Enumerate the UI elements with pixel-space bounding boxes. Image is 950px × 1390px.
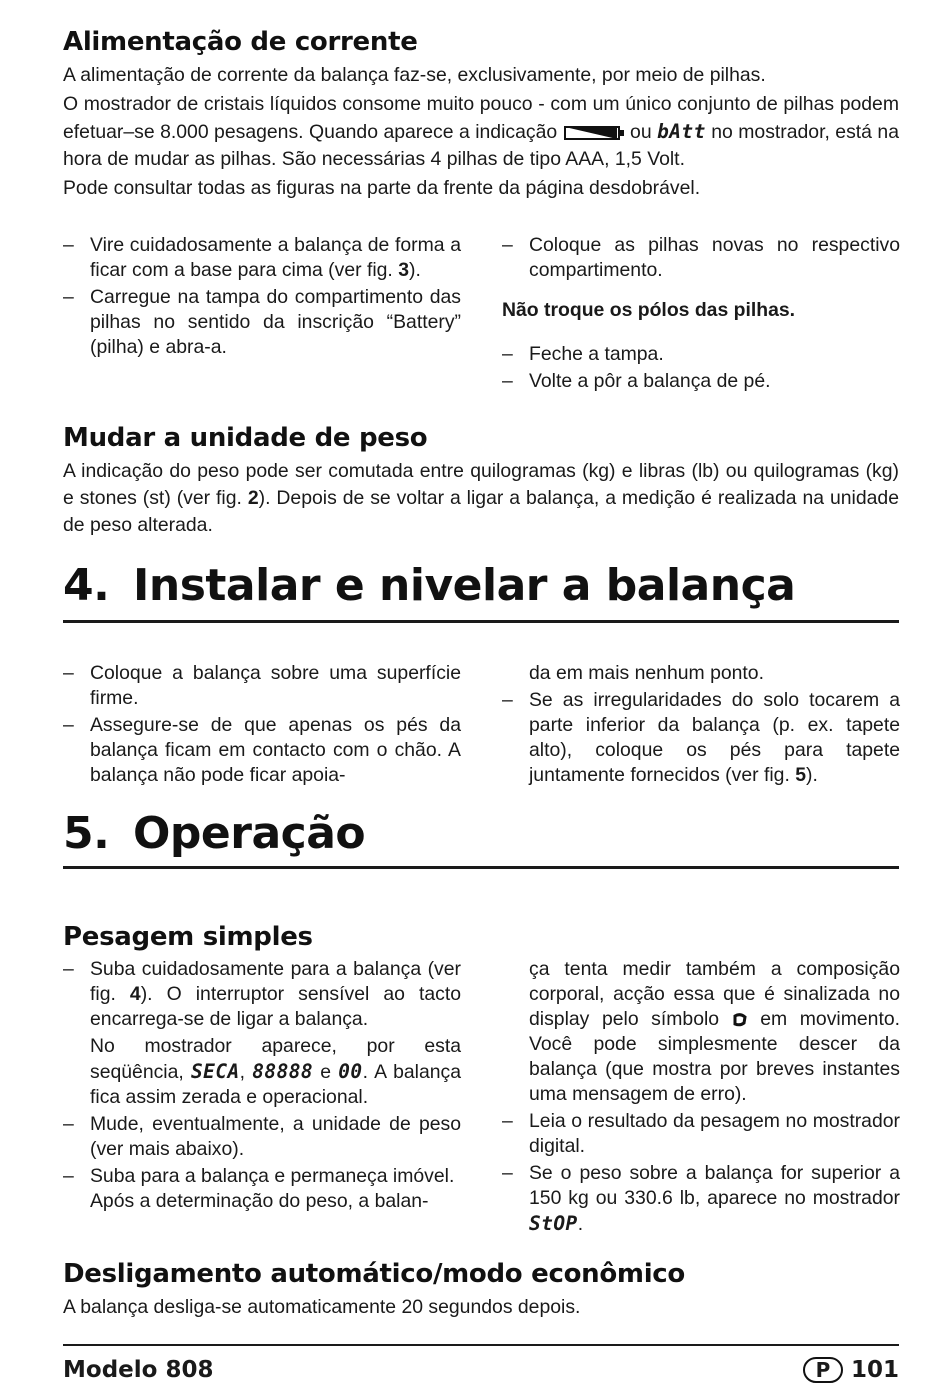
display-code: StOP — [529, 1212, 578, 1235]
figure-ref: 3 — [398, 259, 410, 281]
heading-power-supply: Alimentação de corrente — [63, 27, 418, 57]
text: Vire cuidadosamente a balança de forma a ficar com a base para cima (ver fig. — [90, 234, 461, 281]
power-supply-right-column — [502, 233, 900, 394]
text: , — [239, 1061, 246, 1083]
chapter-heading-4 — [63, 558, 899, 614]
power-supply-text — [63, 62, 899, 202]
paragraph: Pode consultar todas as figuras na parte da frente da página desdobrável. — [63, 177, 701, 199]
list-item — [502, 1161, 900, 1237]
warning-note: Não troque os pólos das pilhas. — [502, 299, 796, 321]
list-item: – Feche a tampa. — [502, 342, 900, 367]
list-item: – Coloque as pilhas novas no respectivo compartimento. — [502, 233, 900, 283]
power-supply-left-column — [63, 233, 461, 360]
list-item-continuation: Após a determinação do peso, a balan- — [90, 1190, 429, 1212]
heading-weight-unit: Mudar a unidade de peso — [63, 423, 428, 453]
text: no mostrador, está na hora de mudar as pilhas. São necessárias 4 pilhas de tipo AAA, 1,5 Volt. — [63, 121, 899, 170]
list-item: – Carregue na tampa do compartimento das pilhas no sentido da inscrição “Battery” (pilha) e abra-a. — [63, 285, 461, 360]
paragraph: A balança desliga-se automaticamente 20 segundos depois. — [63, 1296, 581, 1318]
auto-off-text — [63, 1294, 899, 1321]
list-item — [63, 233, 461, 283]
text: Se as irregularidades do solo tocarem a parte inferior da balança (p. ex. tapete alto), coloque os pés para tapete juntamente fornecidos (ver fig. — [529, 689, 900, 786]
heading-simple-weighing: Pesagem simples — [63, 922, 313, 952]
language-badge: P — [803, 1357, 843, 1383]
text: Suba cuidadosamente para a balança (ver fig. — [90, 958, 461, 1005]
list-item-continuation: da em mais nenhum ponto. — [529, 662, 764, 684]
body-composition-symbol-icon — [732, 1013, 748, 1027]
text: ). Depois de se voltar a ligar a balança, a medição é realizada na unidade de peso alterada. — [63, 487, 899, 536]
text: ou — [630, 121, 652, 143]
footer-model: Modelo 808 — [63, 1357, 214, 1383]
list-item: – Volte a pôr a balança de pé. — [502, 369, 900, 394]
text: ). — [409, 259, 421, 281]
chapter-number: 4. — [63, 560, 110, 611]
heading-auto-off: Desligamento automático/modo econômico — [63, 1259, 685, 1289]
list-item: – Coloque a balança sobre uma superfície firme. — [63, 661, 461, 711]
chapter-heading-5 — [63, 806, 899, 862]
weighing-right-column — [502, 957, 900, 1237]
weighing-left-column — [63, 957, 461, 1214]
list-item: – Suba para a balança e permaneça imóvel. — [63, 1164, 461, 1189]
text: e — [320, 1061, 332, 1083]
text: . — [577, 1213, 584, 1235]
text: . A balança fica assim zerada e operacional. — [90, 1061, 462, 1108]
list-item-continuation — [502, 957, 900, 1107]
text: No mostrador aparece, por esta seqüência, — [90, 1035, 461, 1083]
text: em movimento. Você pode simplesmente descer da balança (que mostra por breves instantes uma mensagem de erro). — [529, 1008, 901, 1105]
battery-low-icon — [563, 122, 625, 144]
list-item: – Leia o resultado da pesagem no mostrador digital. — [502, 1109, 900, 1159]
text: O mostrador de cristais líquidos consome muito pouco - com um único conjunto de pilhas podem efetuar–se 8.000 pesagens. Quando aparece a indicação — [63, 93, 899, 143]
divider — [63, 866, 899, 869]
text: ). O interruptor sensível ao tacto encarrega-se de ligar a balança. — [90, 983, 461, 1030]
text: ça tenta medir também a composição corporal, acção essa que é sinalizada no display pelo símbolo — [529, 958, 900, 1030]
display-code: 88888 — [252, 1060, 314, 1083]
list-item — [502, 688, 900, 788]
list-item — [63, 957, 461, 1032]
text: Se o peso sobre a balança for superior a 150 kg ou 330.6 lb, aparece no mostrador — [529, 1162, 900, 1209]
batt-display-code: bAtt — [657, 120, 706, 143]
display-code: SECA — [190, 1060, 240, 1083]
figure-ref: 2 — [247, 487, 259, 509]
paragraph — [63, 458, 899, 539]
footer-page-info — [803, 1355, 899, 1385]
paragraph — [63, 91, 899, 173]
list-item: – Mude, eventualmente, a unidade de peso (ver mais abaixo). — [63, 1112, 461, 1162]
text: ). — [806, 764, 818, 786]
chapter-title: Instalar e nivelar a balança — [133, 560, 796, 611]
chapter-number: 5. — [63, 808, 110, 859]
footer-divider — [63, 1344, 899, 1346]
text: A indicação do peso pode ser comutada entre quilogramas (kg) e libras (lb) ou quilogramas (kg) e stones (st) (ver fig. — [63, 460, 899, 509]
divider — [63, 620, 899, 623]
display-code: 00 — [338, 1060, 363, 1083]
setup-right-column — [502, 661, 900, 788]
figure-ref: 5 — [795, 764, 807, 786]
list-item-continuation — [63, 1034, 461, 1110]
weight-unit-text — [63, 458, 899, 539]
page-number: 101 — [850, 1357, 899, 1383]
chapter-title: Operação — [133, 808, 366, 859]
paragraph: A alimentação de corrente da balança faz-se, exclusivamente, por meio de pilhas. — [63, 64, 766, 86]
setup-left-column — [63, 661, 461, 788]
figure-ref: 4 — [129, 983, 141, 1005]
list-item: – Assegure-se de que apenas os pés da balança ficam em contacto com o chão. A balança não pode ficar apoia- — [63, 713, 461, 788]
